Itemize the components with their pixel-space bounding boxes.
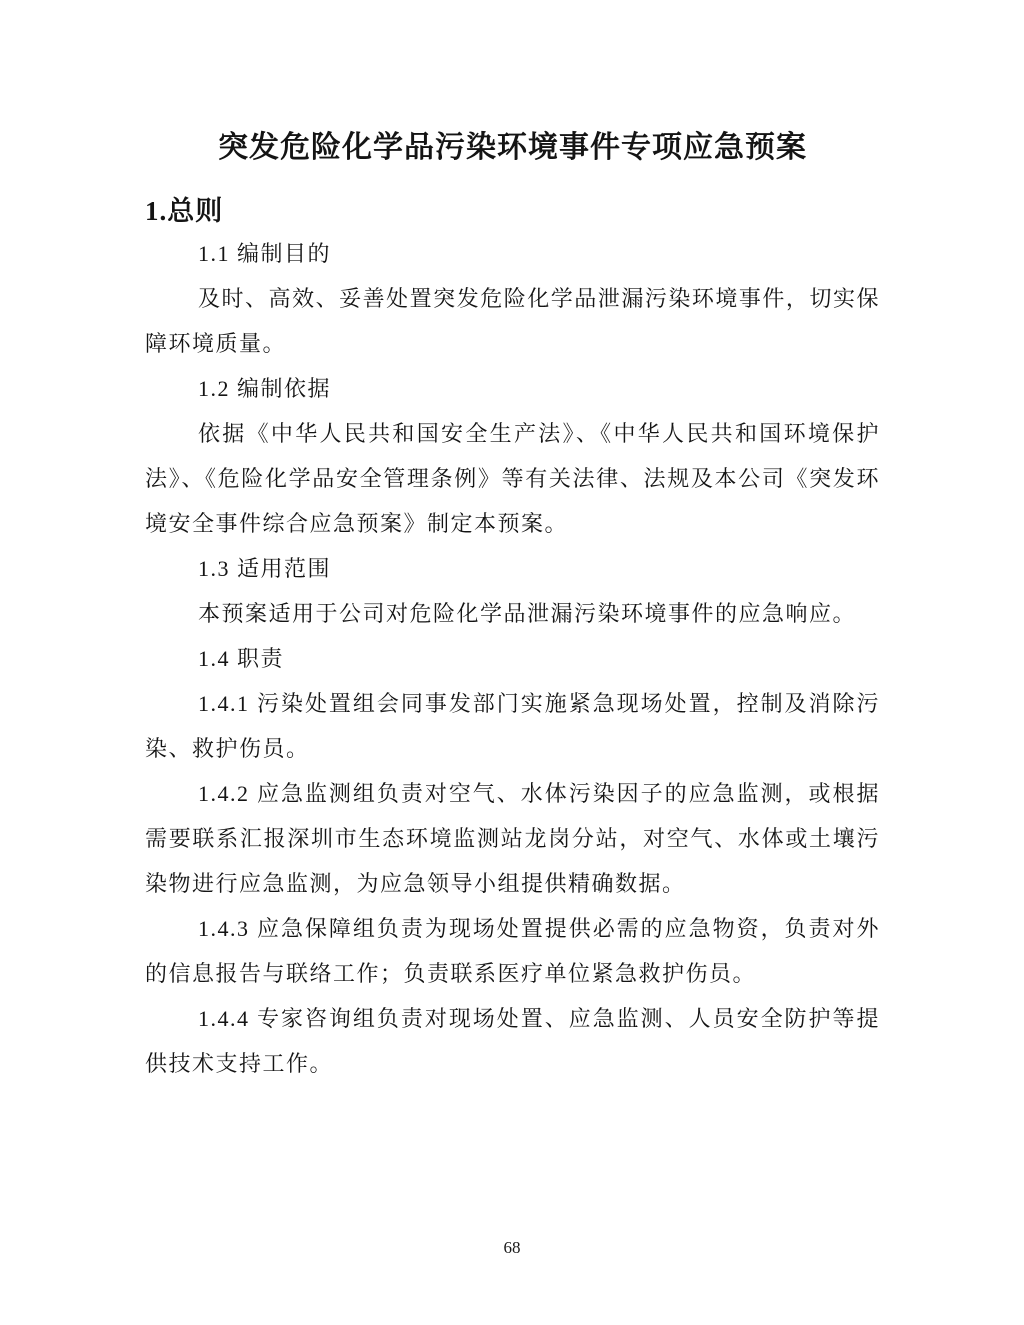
paragraph-responsibility-1: 1.4.1 污染处置组会同事发部门实施紧急现场处置，控制及消除污染、救护伤员。	[145, 691, 880, 761]
paragraph-responsibility-4: 1.4.4 专家咨询组负责对现场处置、应急监测、人员安全防护等提供技术支持工作。	[145, 1006, 880, 1076]
paragraph-basis-body: 依据《中华人民共和国安全生产法》、《中华人民共和国环境保护法》、《危险化学品安全管理条例》等有关法律、法规及本公司《突发环境安全事件综合应急预案》制定本预案。	[145, 421, 880, 536]
paragraph-scope-body: 本预案适用于公司对危险化学品泄漏污染环境事件的应急响应。	[198, 601, 857, 626]
document-title: 突发危险化学品污染环境事件专项应急预案	[218, 131, 807, 164]
subheading-editing-purpose: 1.1 编制目的	[198, 241, 332, 266]
page-number: 68	[503, 1238, 521, 1257]
paragraph-responsibility-2: 1.4.2 应急监测组负责对空气、水体污染因子的应急监测，或根据需要联系汇报深圳市生态环境监测站龙岗分站，对空气、水体或土壤污染物进行应急监测，为应急领导小组提供精确数据。	[145, 781, 880, 896]
section-heading: 1.总则	[145, 196, 224, 226]
subheading-scope: 1.3 适用范围	[198, 556, 332, 581]
subheading-compilation-basis: 1.2 编制依据	[198, 376, 332, 401]
paragraph-purpose-body: 及时、高效、妥善处置突发危险化学品泄漏污染环境事件，切实保障环境质量。	[145, 286, 880, 356]
subheading-responsibilities: 1.4 职责	[198, 646, 285, 671]
paragraph-responsibility-3: 1.4.3 应急保障组负责为现场处置提供必需的应急物资，负责对外的信息报告与联络工作；负责联系医疗单位紧急救护伤员。	[145, 916, 880, 986]
